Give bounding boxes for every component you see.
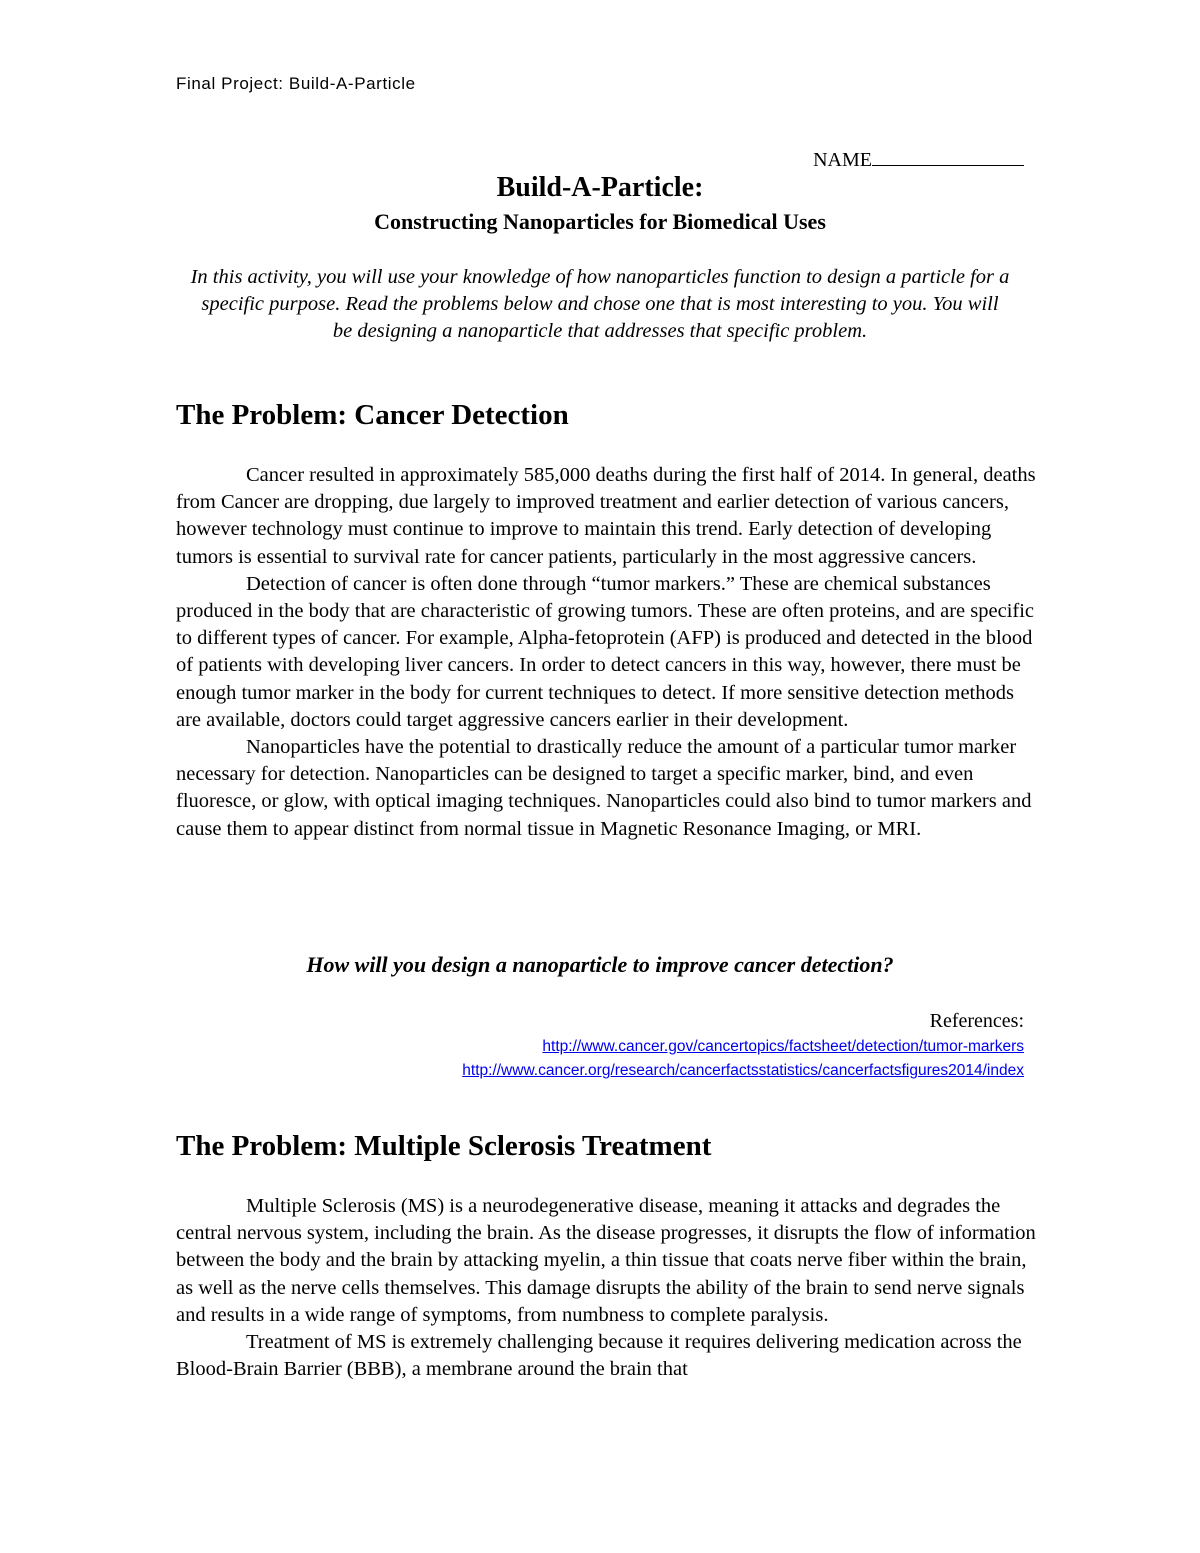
section-heading-cancer-detection: The Problem: Cancer Detection [176,399,569,431]
reference-link[interactable]: http://www.cancer.gov/cancertopics/factsheet/detection/tumor-markers [542,1038,1024,1055]
body-paragraph: Nanoparticles have the potential to drastically reduce the amount of a particular tumor marker necessary for detection. Nanoparticles can be designed to target a specific marker, bind, and even fluoresce, or glow, with optical imaging techniques. Nanoparticles could also bind to tumor markers and cause them to appear distinct from normal tissue in Magnetic Resonance Imaging, or MRI. [176,736,1032,840]
name-blank-line[interactable] [872,145,1024,166]
references [462,1008,1024,1083]
section-heading-ms-treatment: The Problem: Multiple Sclerosis Treatment [176,1130,712,1162]
body-paragraph: Cancer resulted in approximately 585,000 deaths during the first half of 2014. In general, deaths from Cancer are dropping, due largely to improved treatment and earlier detection of various cancers, however technology must continue to improve to maintain this trend. Early detection of developing tumors is essential to survival rate for cancer patients, particularly in the most aggressive cancers. [176,464,1036,568]
document-subtitle: Constructing Nanoparticles for Biomedical Uses [374,209,826,234]
design-question: How will you design a nanoparticle to improve cancer detection? [306,952,894,977]
section-body-cancer-detection [176,462,1036,843]
reference-link[interactable]: http://www.cancer.org/research/cancerfactsstatistics/cancerfactsfigures2014/index [462,1062,1024,1079]
references-label: References: [929,1010,1024,1032]
name-field[interactable] [813,145,1024,172]
document-title: Build-A-Particle: [496,172,704,203]
intro-paragraph: In this activity, you will use your knowledge of how nanoparticles function to design a particle for a specific purpose. Read the problems below and chose one that is most interesting to you. You will be designing a nanoparticle that addresses that specific problem. [190,266,1010,343]
body-paragraph: Treatment of MS is extremely challenging because it requires delivering medication across the Blood-Brain Barrier (BBB), a membrane around the brain that [176,1331,1022,1381]
running-header: Final Project: Build-A-Particle [176,74,416,93]
section-body-ms-treatment [176,1193,1036,1383]
body-paragraph: Multiple Sclerosis (MS) is a neurodegenerative disease, meaning it attacks and degrades the central nervous system, including the brain. As the disease progresses, it disrupts the flow of information between the body and the brain by attacking myelin, a thin tissue that coats nerve fiber within the brain, as well as the nerve cells themselves. This damage disrupts the ability of the brain to send nerve signals and results in a wide range of symptoms, from numbness to complete paralysis. [176,1195,1036,1326]
name-label: NAME [813,149,872,171]
body-paragraph: Detection of cancer is often done through “tumor markers.” These are chemical substances produced in the body that are characteristic of growing tumors. These are often proteins, and are specific to different types of cancer. For example, Alpha-fetoprotein (AFP) is produced and detected in the blood of patients with developing liver cancers. In order to detect cancers in this way, however, there must be enough tumor marker in the body for current techniques to detect. If more sensitive detection methods are available, doctors could target aggressive cancers earlier in their development. [176,572,1035,731]
